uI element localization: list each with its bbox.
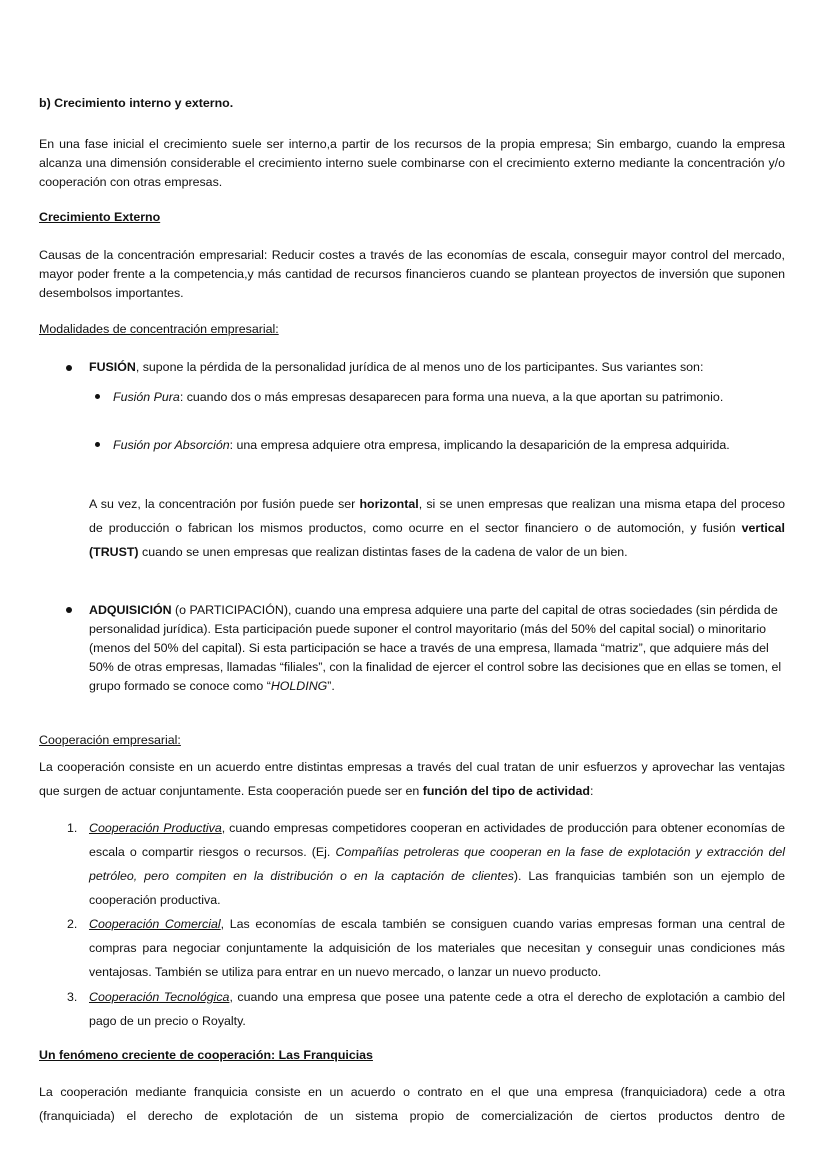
- external-growth-heading: Crecimiento Externo: [39, 210, 161, 224]
- horizontal-term: horizontal: [359, 497, 419, 511]
- bold-text: función del tipo de actividad: [422, 784, 590, 798]
- text: ). Las franquicias también son un ejemplo de cooperación productiva.: [89, 869, 785, 907]
- cooperation-intro: [39, 755, 785, 803]
- holding-term: HOLDING: [270, 679, 328, 693]
- bullet-icon: [66, 365, 72, 371]
- modalities-heading: Modalidades de concentración empresarial:: [39, 322, 279, 336]
- cooperation-item-productive: [89, 816, 785, 912]
- intro-paragraph: En una fase inicial el crecimiento suele ser interno,a partir de los recursos de la propia empresa; Sin embargo, cuando la empresa alcanza una dimensión considerable el crecimiento interno suele combinarse con el crecimiento externo mediante la concentración y/o cooperación con otras empresas.: [39, 137, 785, 189]
- text: , cuando empresas competidores cooperan en actividades de producción para obtener economías de escala o compartir riesgos o recursos. (Ej.: [89, 821, 785, 859]
- item-term: Cooperación Productiva: [89, 821, 222, 835]
- example-text: Compañías petroleras que cooperan en la fase de explotación y extracción del petróleo, pero compiten en la distribución o en la captación de clientes: [89, 845, 785, 883]
- variant-text: : cuando dos o más empresas desaparecen para forma una nueva, a la que aportan su patrimonio.: [179, 390, 724, 404]
- cooperation-heading: Cooperación empresarial:: [39, 733, 181, 747]
- list-number: 1.: [67, 821, 78, 835]
- concentration-causes-paragraph: Causas de la concentración empresarial: Reducir costes a través de las economías de escala, conseguir mayor control del mercado, mayor poder frente a la competencia,y más cantidad de recursos financieros cuando se plantean proyectos de inversión que suponen desembolsos importantes.: [39, 248, 785, 300]
- text: , cuando una empresa que posee una patente cede a otra el derecho de explotación a cambio del pago de un precio o Royalty.: [89, 990, 785, 1028]
- variant-term: Fusión Pura: [113, 390, 180, 404]
- text: ”.: [327, 679, 335, 693]
- list-number: 3.: [67, 990, 78, 1004]
- fusion-variant-absorption: [113, 433, 785, 457]
- cooperation-item-commercial: [89, 912, 785, 984]
- vertical-term: vertical (TRUST): [89, 521, 785, 559]
- fusion-item: [89, 360, 789, 374]
- variant-term: Fusión por Absorción: [113, 438, 230, 452]
- franchise-heading: Un fenómeno creciente de cooperación: Las Franquicias: [39, 1048, 373, 1062]
- item-term: Cooperación Tecnológica: [89, 990, 230, 1004]
- bullet-icon: [95, 442, 100, 447]
- acquisition-term: ADQUISICIÓN: [89, 603, 172, 617]
- text: (o PARTICIPACIÓN), cuando una empresa adquiere una parte del capital de otras sociedades (sin pérdida de personalidad jurídica). Esta participación puede suponer el control mayoritario (más del 50% del capital social) o minoritario (menos del 50% del capital). Si esta participación se hace a través de una empresa, llamada “matriz”, que adquiere más del 50% de otras empresas, llamadas “filiales”, con la finalidad de ejercer el control sobre las decisiones que en ellas se tomen, el grupo formado se conoce como “: [89, 603, 782, 693]
- fusion-types-paragraph: [89, 492, 785, 564]
- text: , si se unen empresas que realizan una misma etapa del proceso de producción o fabrican los mismos productos, como ocurre en el sector financiero o de automoción, y fusión: [89, 497, 785, 535]
- bullet-icon: [95, 394, 100, 399]
- acquisition-item: [89, 601, 789, 696]
- cooperation-item-technological: [89, 985, 785, 1033]
- list-number: 2.: [67, 917, 78, 931]
- text: , Las economías de escala también se consiguen cuando varias empresas forman una central de compras para negociar conjuntamente la adquisición de los materiales que necesitan y conseguir unas condiciones más ventajosas. También se utiliza para entrar en un nuevo mercado, o lanzar un nuevo producto.: [89, 917, 785, 979]
- text: :: [589, 784, 594, 798]
- variant-text: : una empresa adquiere otra empresa, implicando la desaparición de la empresa adquirida.: [229, 438, 730, 452]
- text: cuando se unen empresas que realizan distintas fases de la cadena de valor de un bien.: [138, 545, 628, 559]
- section-title: b) Crecimiento interno y externo.: [39, 96, 234, 110]
- bullet-icon: [66, 607, 72, 613]
- franchise-paragraph: La cooperación mediante franquicia consiste en un acuerdo o contrato en el que una empresa (franquiciadora) cede a otra (franquiciada) el derecho de explotación de un sistema propio de comercialización de ciertos productos dentro de: [39, 1085, 785, 1123]
- text: A su vez, la concentración por fusión puede ser: [89, 497, 360, 511]
- text: La cooperación consiste en un acuerdo entre distintas empresas a través del cual tratan de unir esfuerzos y aprovechar las ventajas que surgen de actuar conjuntamente. Esta cooperación puede ser en: [39, 760, 785, 798]
- fusion-variant-pure: [113, 385, 785, 409]
- fusion-term: FUSIÓN: [89, 360, 136, 374]
- item-term: Cooperación Comercial: [89, 917, 221, 931]
- fusion-text: , supone la pérdida de la personalidad jurídica de al menos uno de los participantes. Sus variantes son:: [135, 360, 704, 374]
